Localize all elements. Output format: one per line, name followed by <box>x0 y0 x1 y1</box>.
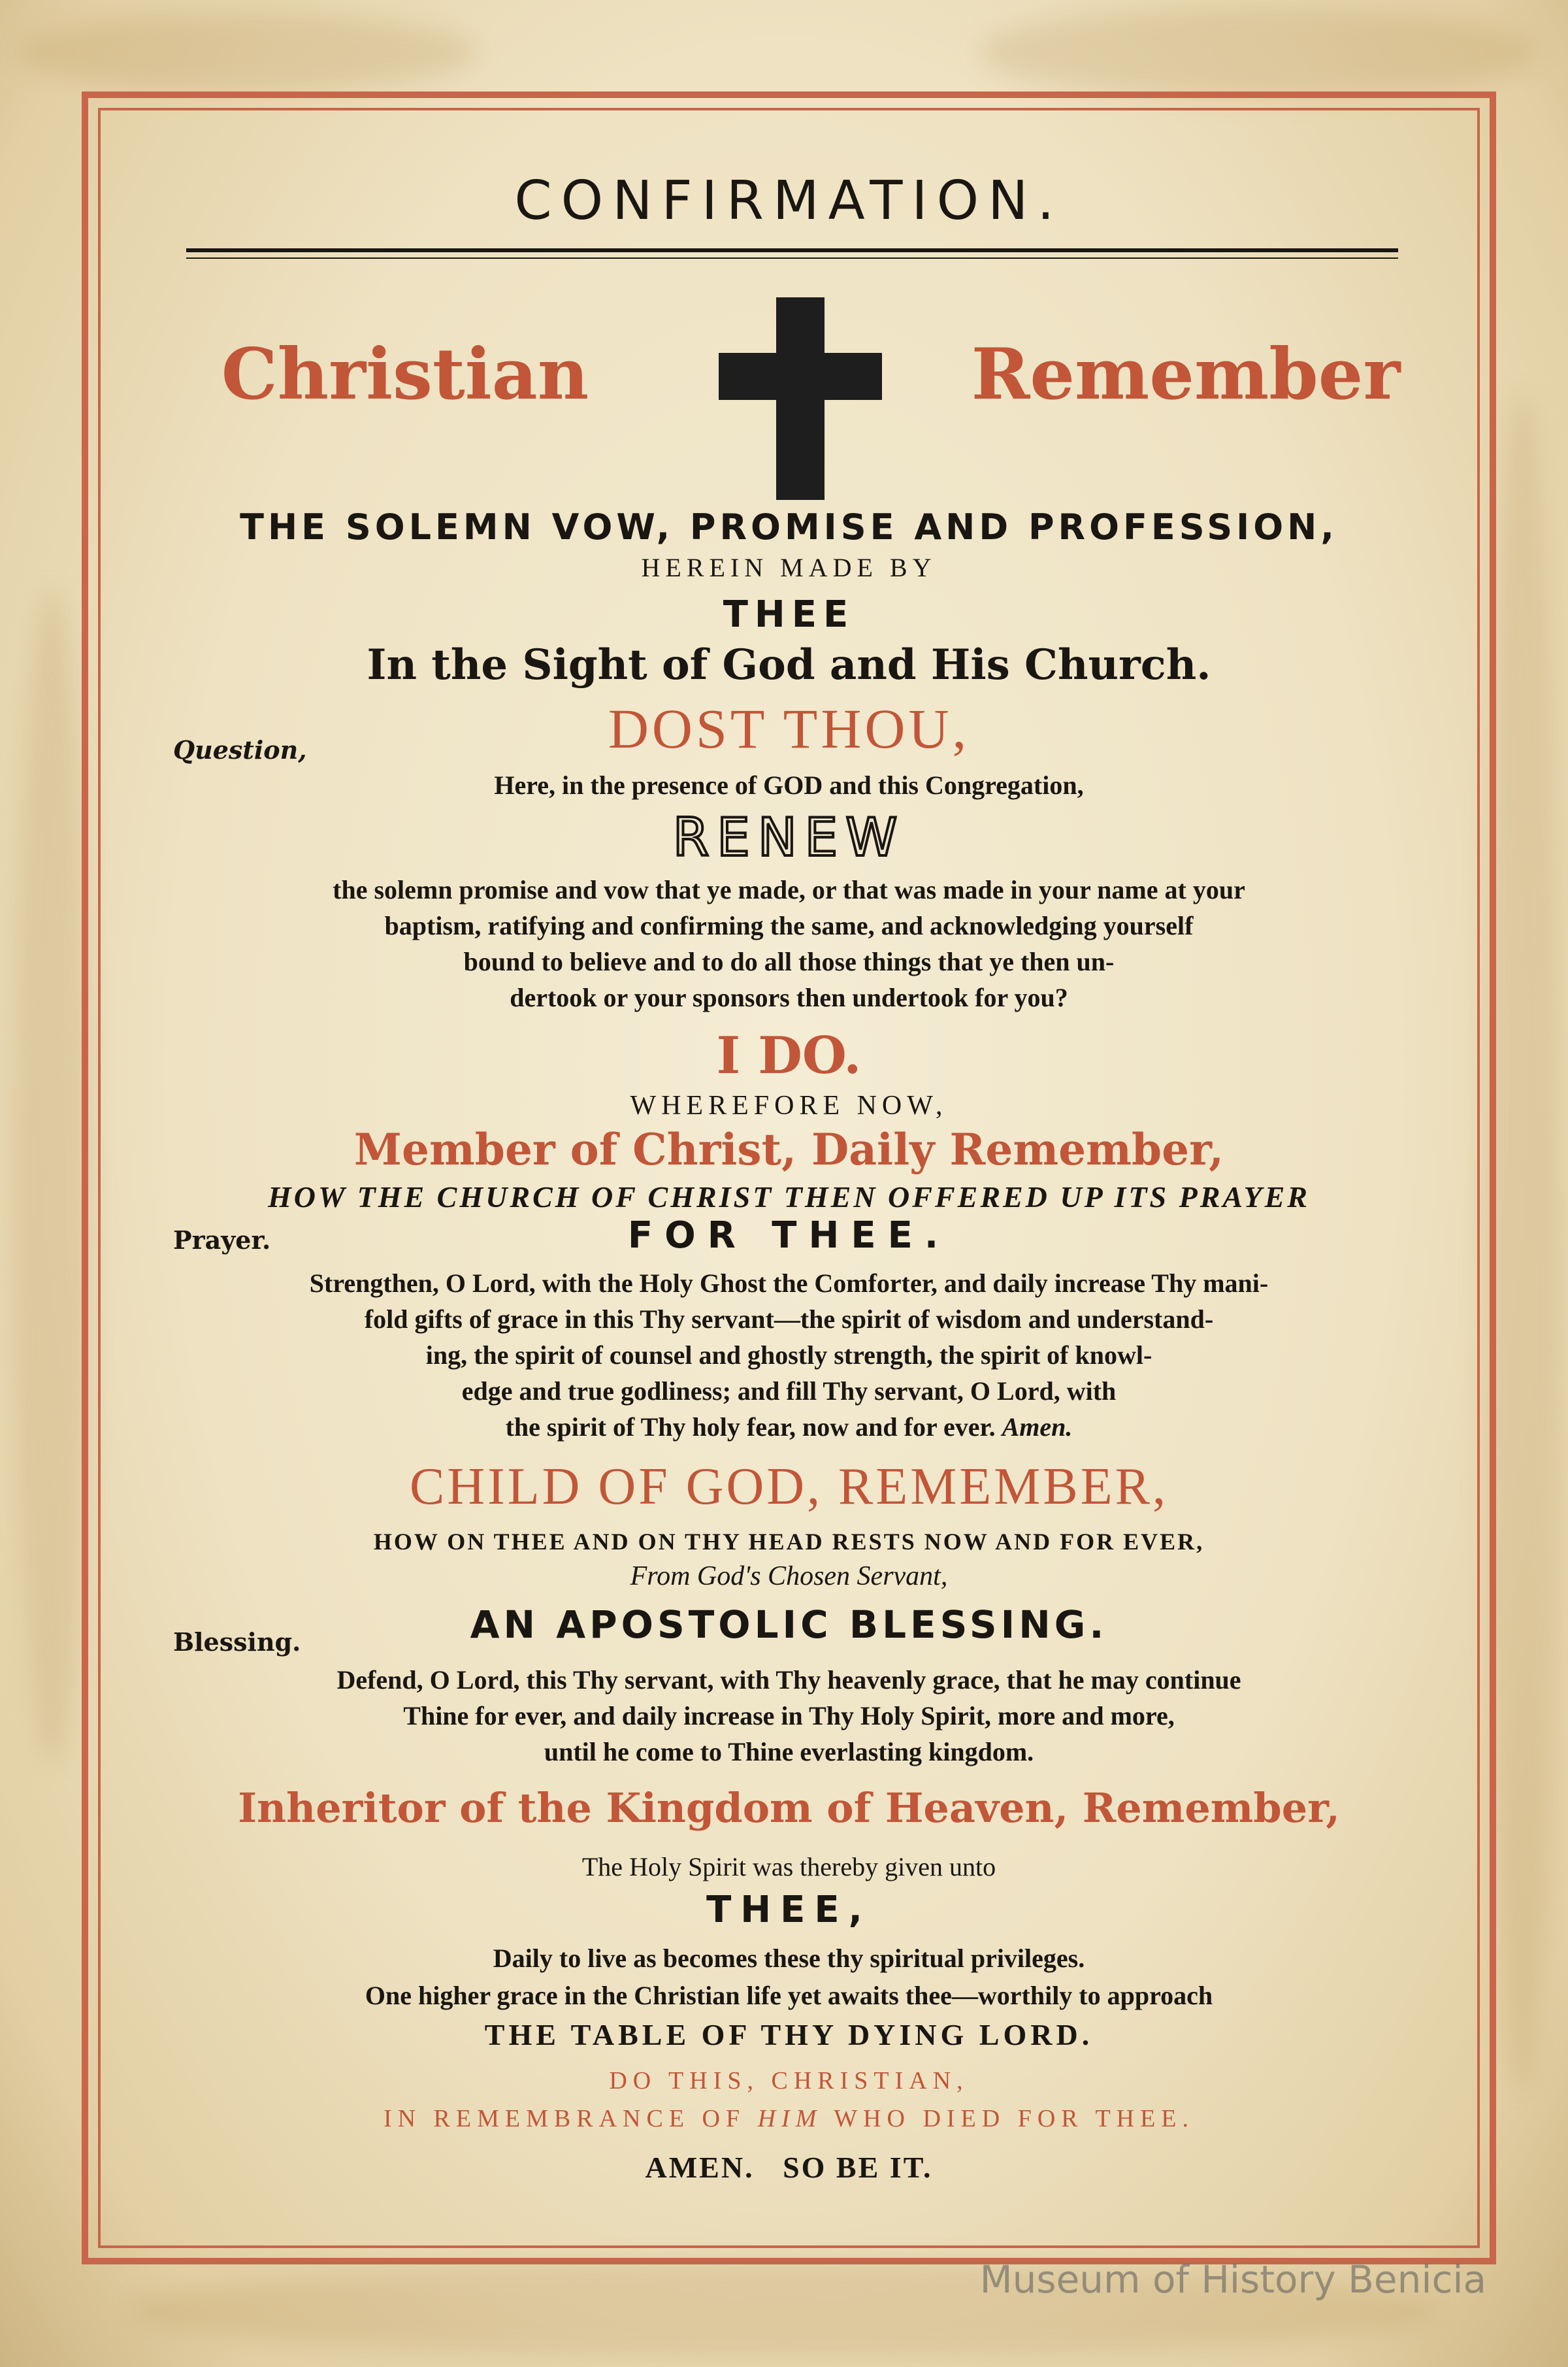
presence-line: Here, in the presence of GOD and this Congregation, <box>494 770 1084 800</box>
renew-body-3: bound to believe and to do all those things that ye then un- <box>463 947 1115 976</box>
blessing-body-2: Thine for ever, and daily increase in Thy Holy Spirit, more and more, <box>403 1701 1175 1730</box>
title-left: Christian <box>221 333 589 416</box>
prayer-body-1: Strengthen, O Lord, with the Holy Ghost the Comforter, and daily increase Thy mani- <box>309 1268 1269 1298</box>
prayer-amen: Amen. <box>1002 1412 1073 1442</box>
renew-body-4: dertook or your sponsors then undertook for you? <box>510 983 1068 1012</box>
amen-final: AMEN. SO BE IT. <box>645 2151 933 2184</box>
apostolic-blessing: AN APOSTOLIC BLESSING. <box>470 1602 1108 1647</box>
remembrance-line <box>114 2104 1463 2133</box>
how-church-line: HOW THE CHURCH OF CHRIST THEN OFFERED UP ITS PRAYER <box>268 1180 1310 1214</box>
how-on-thee: HOW ON THEE AND ON THY HEAD RESTS NOW AND FOR EVER, <box>373 1529 1205 1555</box>
heading: CONFIRMATION. <box>514 170 1064 232</box>
heading-rule-thin <box>186 257 1398 259</box>
prayer-label: Prayer. <box>173 1225 271 1255</box>
inheritor-line: Inheritor of the Kingdom of Heaven, Remember, <box>238 1784 1340 1832</box>
heading-rule <box>186 248 1398 252</box>
blessing-body-3: until he come to Thine everlasting kingdom. <box>544 1737 1034 1766</box>
renew-body-1: the solemn promise and vow that ye made, or that was made in your name at your <box>333 875 1245 904</box>
child-of-god: CHILD OF GOD, REMEMBER, <box>410 1458 1168 1515</box>
blessing-label: Blessing. <box>173 1627 301 1657</box>
for-thee: FOR THEE. <box>627 1214 951 1257</box>
stain <box>13 588 91 1764</box>
stain <box>20 13 477 91</box>
from-gods: From God's Chosen Servant, <box>630 1561 948 1591</box>
solemn-line: THE SOLEMN VOW, PROMISE AND PROFESSION, <box>240 506 1338 548</box>
remembrance-post: WHO DIED FOR THEE. <box>834 2105 1195 2132</box>
stain <box>980 7 1535 98</box>
remembrance-him: HIM <box>757 2105 823 2132</box>
herein-line: HEREIN MADE BY <box>641 553 937 582</box>
watermark: Museum of History Benicia <box>979 2257 1486 2302</box>
thee-line-2: THEE, <box>706 1889 872 1931</box>
sight-line: In the Sight of God and His Church. <box>367 640 1211 689</box>
one-higher-line: One higher grace in the Christian life yet awaits thee—worthily to approach <box>365 1981 1213 2010</box>
title-right: Remember <box>971 333 1401 416</box>
prayer-last <box>114 1412 1463 1442</box>
prayer-body-2: fold gifts of grace in this Thy servant—the spirit of wisdom and understand- <box>364 1304 1214 1334</box>
card-content <box>114 124 1463 2228</box>
prayer-body-4: edge and true godliness; and fill Thy servant, O Lord, with <box>461 1376 1117 1406</box>
renew-word: RENEW <box>672 807 906 868</box>
prayer-last-text: the spirit of Thy holy fear, now and for ever. <box>505 1412 996 1442</box>
member-line: Member of Christ, Daily Remember, <box>353 1124 1224 1175</box>
renew-body-2: baptism, ratifying and confirming the same, and acknowledging yourself <box>384 911 1194 940</box>
do-this-line: DO THIS, CHRISTIAN, <box>609 2067 969 2094</box>
wherefore-line: WHEREFORE NOW, <box>630 1091 948 1121</box>
thee-line: THEE <box>723 593 855 636</box>
daily-line: Daily to live as becomes these thy spiritual privileges. <box>493 1944 1085 1973</box>
table-line: THE TABLE OF THY DYING LORD. <box>484 2018 1094 2051</box>
i-do: I DO. <box>716 1026 862 1085</box>
remembrance-pre: IN REMEMBRANCE OF <box>383 2105 746 2132</box>
holy-spirit-line: The Holy Spirit was thereby given unto <box>581 1852 996 1881</box>
question-label: Question, <box>173 735 307 765</box>
dost-thou: DOST THOU, <box>608 697 970 760</box>
prayer-body-3: ing, the spirit of counsel and ghostly strength, the spirit of knowl- <box>425 1340 1152 1370</box>
blessing-body-1: Defend, O Lord, this Thy servant, with Thy heavenly grace, that he may continue <box>336 1665 1241 1695</box>
